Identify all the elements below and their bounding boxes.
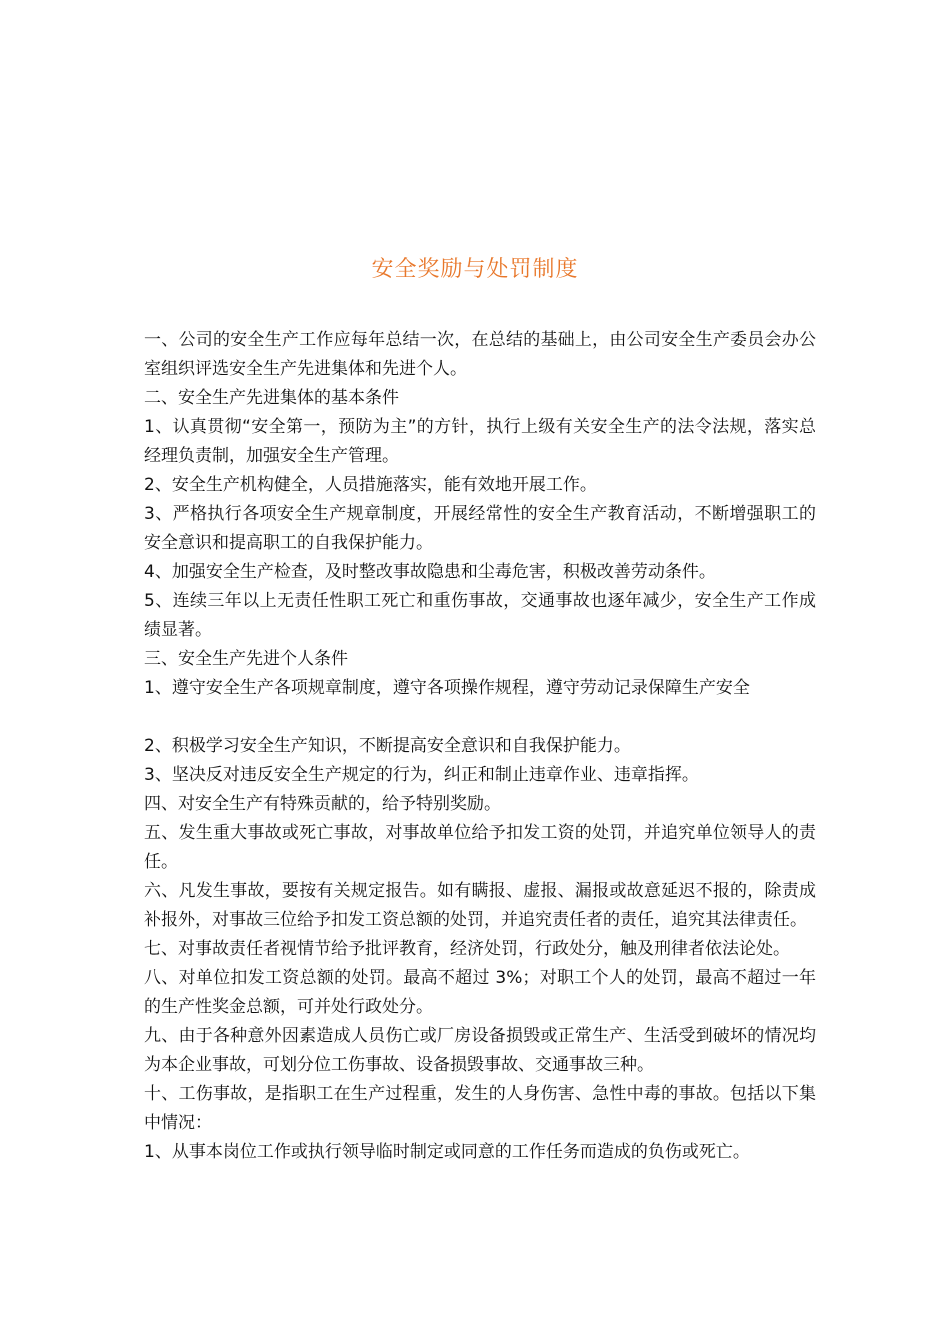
paragraph: 1、从事本岗位工作或执行领导临时制定或同意的工作任务而造成的负伤或死亡。 bbox=[144, 1142, 750, 1162]
paragraph: 九、由于各种意外因素造成人员伤亡或厂房设备损毁或正常生产、生活受到破坏的情况均为本企业事故，可划分位工伤事故、设备损毁事故、交通事故三种。 bbox=[144, 1026, 816, 1075]
paragraph: 一、公司的安全生产工作应每年总结一次，在总结的基础上，由公司安全生产委员会办公室组织评选安全生产先进集体和先进个人。 bbox=[144, 330, 816, 379]
section-heading: 二、安全生产先进集体的基本条件 bbox=[144, 388, 399, 408]
paragraph: 八、对单位扣发工资总额的处罚。最高不超过 3%；对职工个人的处罚，最高不超过一年的生产性奖金总额，可并处行政处分。 bbox=[144, 968, 816, 1017]
paragraph: 七、对事故责任者视情节给予批评教育，经济处罚，行政处分，触及刑律者依法论处。 bbox=[144, 939, 790, 959]
paragraph: 十、工伤事故，是指职工在生产过程重，发生的人身伤害、急性中毒的事故。包括以下集中情况： bbox=[144, 1084, 816, 1133]
paragraph: 1、遵守安全生产各项规章制度，遵守各项操作规程，遵守劳动记录保障生产安全 bbox=[144, 678, 750, 698]
section-heading: 三、安全生产先进个人条件 bbox=[144, 649, 348, 669]
paragraph: 四、对安全生产有特殊贡献的，给予特别奖励。 bbox=[144, 794, 501, 814]
paragraph: 1、认真贯彻“安全第一，预防为主”的方针，执行上级有关安全生产的法令法规，落实总经理负责制，加强安全生产管理。 bbox=[144, 417, 816, 466]
paragraph: 4、加强安全生产检查，及时整改事故隐患和尘毒危害，积极改善劳动条件。 bbox=[144, 562, 716, 582]
paragraph: 5、连续三年以上无责任性职工死亡和重伤事故，交通事故也逐年减少，安全生产工作成绩显著。 bbox=[144, 591, 816, 640]
paragraph: 五、发生重大事故或死亡事故，对事故单位给予扣发工资的处罚，并追究单位领导人的责任。 bbox=[144, 823, 816, 872]
paragraph: 2、安全生产机构健全，人员措施落实，能有效地开展工作。 bbox=[144, 475, 597, 495]
paragraph: 六、凡发生事故，要按有关规定报告。如有瞒报、虚报、漏报或故意延迟不报的，除责成补报外，对事故三位给予扣发工资总额的处罚，并追究责任者的责任，追究其法律责任。 bbox=[144, 881, 816, 930]
document-body bbox=[144, 326, 816, 1167]
paragraph: 3、严格执行各项安全生产规章制度，开展经常性的安全生产教育活动，不断增强职工的安全意识和提高职工的自我保护能力。 bbox=[144, 504, 816, 553]
document-title: 安全奖励与处罚制度 bbox=[371, 257, 579, 282]
paragraph: 3、坚决反对违反安全生产规定的行为，纠正和制止违章作业、违章指挥。 bbox=[144, 765, 699, 785]
paragraph: 2、积极学习安全生产知识，不断提高安全意识和自我保护能力。 bbox=[144, 736, 631, 756]
